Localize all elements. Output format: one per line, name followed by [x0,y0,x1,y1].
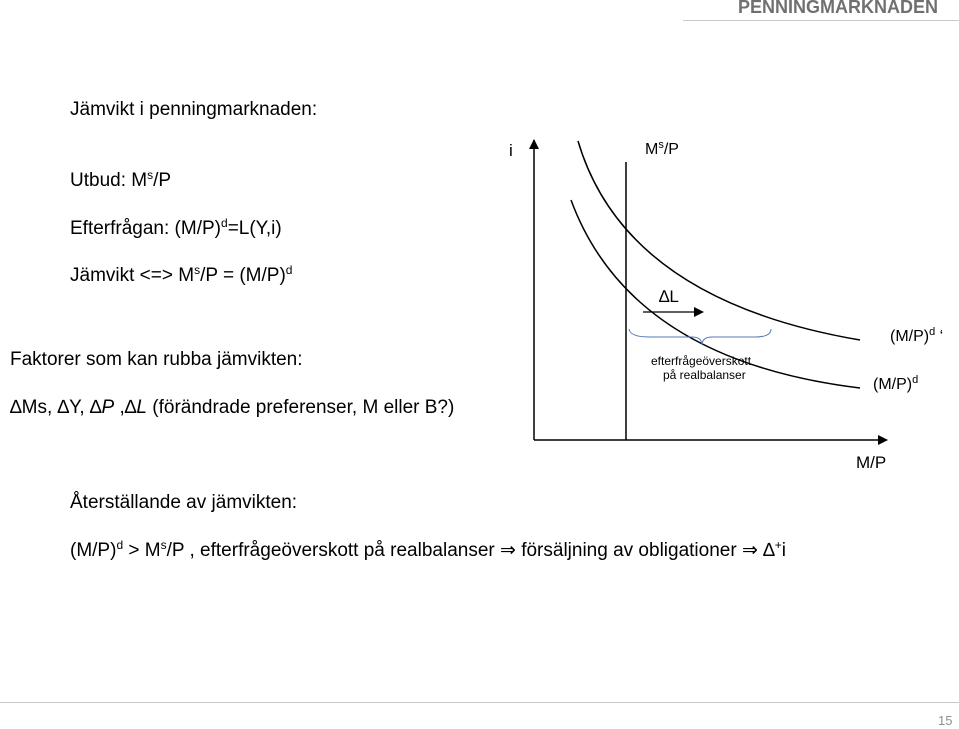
supply-sup: s [147,168,154,182]
demand-new-label [890,328,943,346]
factor-l: L [136,397,147,418]
implies-arrow-2: ⇒ [741,540,758,561]
section-title: PENNINGMARKNADEN [738,0,939,17]
footer-rule [0,702,959,703]
eq-pre: Jämvikt <=> M [70,265,195,286]
demand-pre: Efterfrågan: (M/P) [70,218,221,239]
demand-old-label [873,376,918,394]
demand-post: =L(Y,i) [227,218,282,239]
demand-curve-new [578,141,860,340]
chain-i: i [781,540,787,561]
chain-part1-post: /P , efterfrågeöverskott på realbalanser [166,540,500,561]
demand-new-sup: d [929,326,936,338]
demand-old-pre: (M/P) [873,376,913,393]
chain-delta: ∆ [757,540,775,561]
supply-label-sup: s [658,139,664,151]
delta-ms: ∆ [10,397,22,418]
supply-label-post: /P [663,141,679,158]
delta-y: ∆ [57,397,70,418]
excess-brace [629,329,771,344]
chain-sup-d: d [116,538,124,552]
factor-y: Y, [69,397,90,418]
factor-p: P [101,397,115,418]
delta-l: ∆ [124,397,137,418]
factor-comma: , [114,397,125,418]
implies-arrow-1: ⇒ [500,540,516,561]
demand-new-post: ‘ [935,328,944,345]
demand-old-sup: d [912,374,919,386]
excess-label-1: efterfrågeöverskott [651,354,752,368]
factor-rest: (förändrade preferenser, M eller B?) [147,397,455,418]
chain-plus: + [774,538,782,552]
page-number: 15 [938,713,953,728]
restore-heading: Återställande av jämvikten: [70,492,298,513]
restore-chain [70,539,786,562]
chain-sup-s: s [160,538,167,552]
supply-label-pre: M [645,141,659,158]
factors-heading: Faktorer som kan rubba jämvikten: [10,349,303,370]
chain-part1-mid: > M [123,540,161,561]
y-axis-label: i [509,141,513,160]
factor-ms: Ms, [21,397,58,418]
excess-label-2: på realbalanser [663,368,746,382]
eq-mid: /P = (M/P) [200,265,286,286]
eq-sup1: s [194,263,201,277]
chain-part1-pre: (M/P) [70,540,117,561]
delta-p: ∆ [89,397,102,418]
eq-sup2: d [285,263,293,277]
x-axis-label: M/P [856,453,887,472]
supply-label [645,141,679,159]
equilibrium-heading: Jämvikt i penningmarknaden: [70,99,318,120]
demand-sup: d [221,216,228,230]
demand-new-pre: (M/P) [890,328,930,345]
supply-post: /P [153,170,172,191]
supply-pre: Utbud: M [70,170,148,191]
shift-label: ∆L [659,287,679,306]
chain-part2: försäljning av obligationer [515,540,742,561]
